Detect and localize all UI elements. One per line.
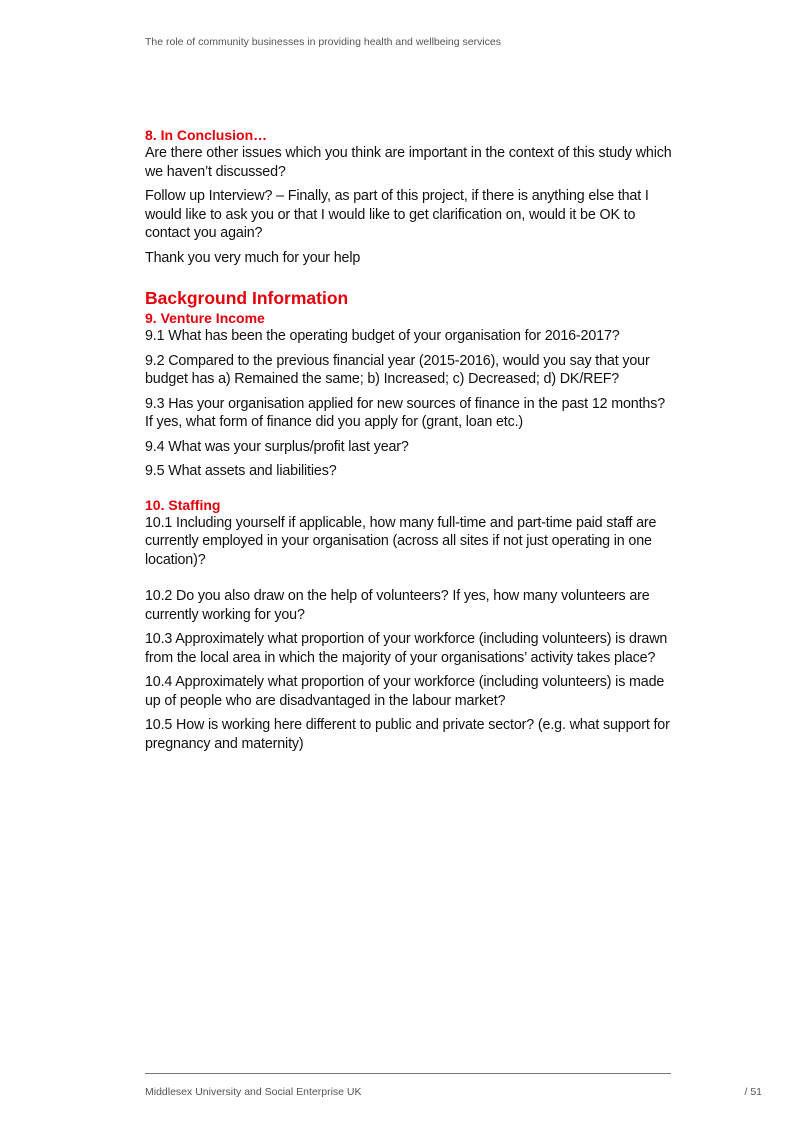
conclusion-paragraph: Follow up Interview? – Finally, as part of this project, if there is anything else that I would like to ask you or that I would like to get clarification on, would it be OK to contact you again? bbox=[145, 188, 649, 241]
footer-divider bbox=[145, 1073, 671, 1074]
section-heading-venture-income: 9. Venture Income bbox=[145, 310, 265, 326]
question-9-2: 9.2 Compared to the previous financial year (2015-2016), would you say that your budget has a) Remained the same; b) Increased; c) Decreased; d) DK/REF? bbox=[145, 352, 650, 387]
question-10-1: 10.1 Including yourself if applicable, how many full-time and part-time paid staff are currently employed in your organisation (across all sites if not just operating in one location)? bbox=[145, 514, 657, 568]
question-9-4: 9.4 What was your surplus/profit last year? bbox=[145, 438, 409, 455]
question-10-5: 10.5 How is working here different to public and private sector? (e.g. what support for pregnancy and maternity) bbox=[145, 717, 670, 752]
section-heading-staffing: 10. Staffing bbox=[145, 496, 221, 513]
question-9-1: 9.1 What has been the operating budget of your organisation for 2016-2017? bbox=[145, 328, 620, 344]
question-9-3: 9.3 Has your organisation applied for new sources of finance in the past 12 months? If yes, what form of finance did you apply for (grant, loan etc.) bbox=[145, 395, 666, 430]
conclusion-paragraph: Are there other issues which you think are important in the context of this study which we haven’t discussed? bbox=[145, 145, 672, 180]
question-10-4: 10.4 Approximately what proportion of your workforce (including volunteers) is made up of people who are disadvantaged in the labour market? bbox=[145, 674, 665, 709]
footer-organisation: Middlesex University and Social Enterprise UK bbox=[145, 1086, 362, 1098]
page-content bbox=[145, 127, 675, 753]
running-header: The role of community businesses in providing health and wellbeing services bbox=[145, 36, 502, 48]
question-9-5: 9.5 What assets and liabilities? bbox=[145, 463, 337, 479]
page-number: / 51 bbox=[744, 1086, 762, 1098]
section-heading-conclusion: 8. In Conclusion… bbox=[145, 127, 268, 143]
question-10-3: 10.3 Approximately what proportion of your workforce (including volunteers) is drawn from the local area in which the majority of your organisations’ activity takes place? bbox=[145, 631, 668, 666]
question-10-2: 10.2 Do you also draw on the help of volunteers? If yes, how many volunteers are currently working for you? bbox=[145, 588, 650, 623]
conclusion-paragraph: Thank you very much for your help bbox=[145, 249, 361, 266]
section-heading-background: Background Information bbox=[145, 288, 349, 308]
